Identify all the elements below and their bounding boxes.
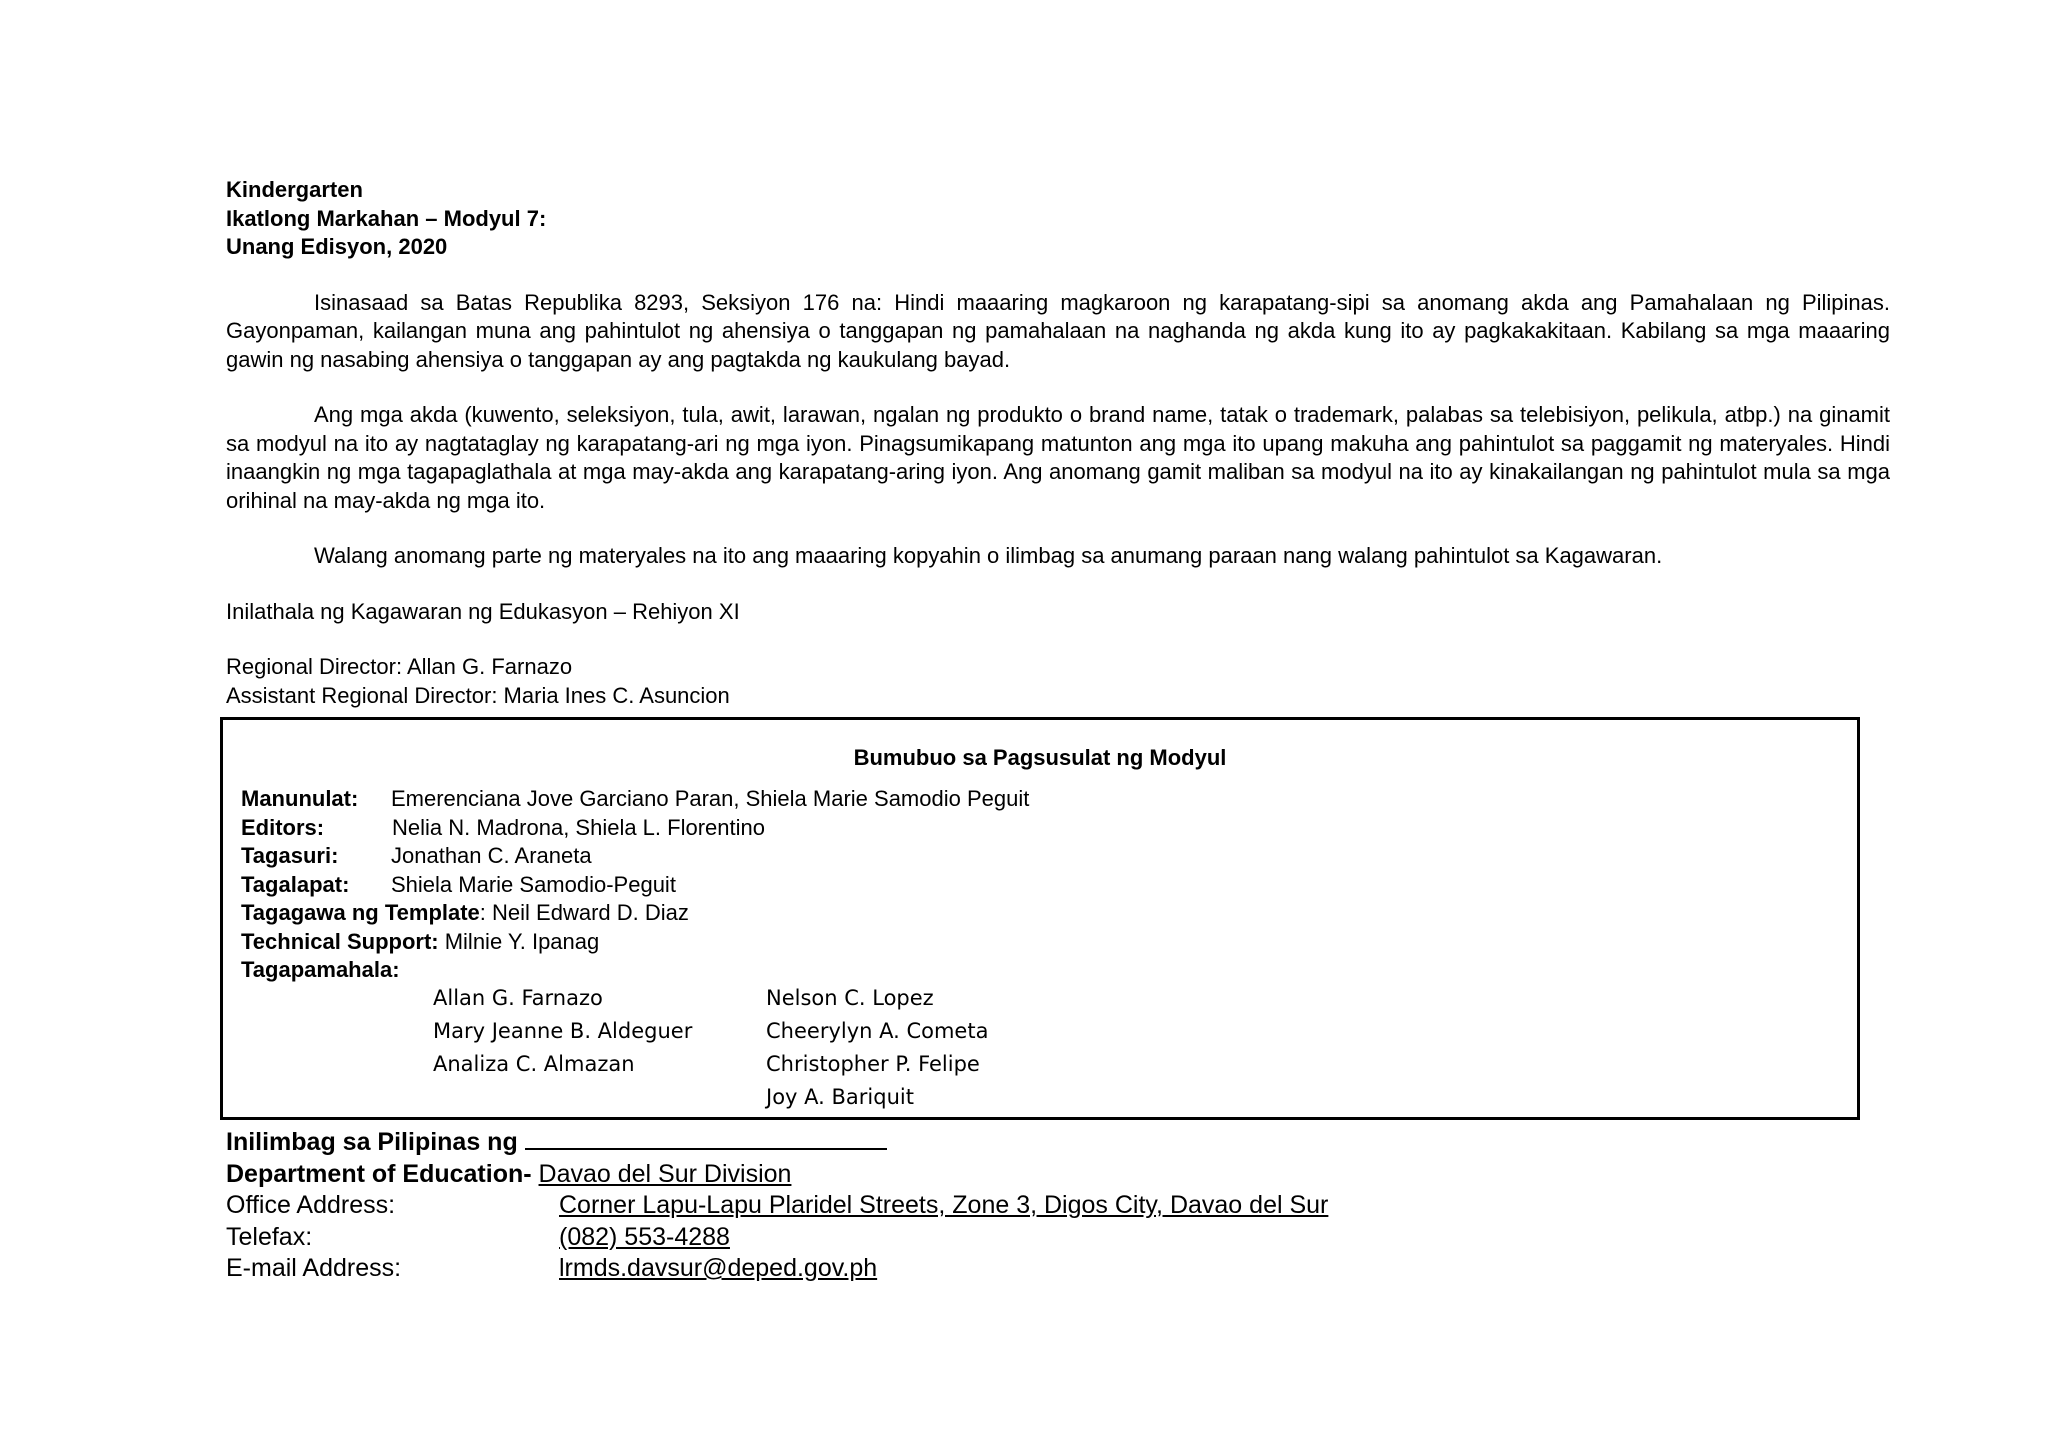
email-label: E-mail Address: xyxy=(226,1254,402,1282)
printer-blank xyxy=(525,1124,887,1150)
credit-rows xyxy=(241,785,1029,985)
credit-row-layout xyxy=(241,871,1029,900)
email-line xyxy=(226,1253,1328,1285)
credit-value: Shiela Marie Samodio-Peguit xyxy=(391,871,676,897)
assistant-regional-director: Assistant Regional Director: Maria Ines C. Asuncion xyxy=(226,682,730,708)
office-address-line xyxy=(226,1190,1328,1222)
printed-label: Inilimbag sa Pilipinas ng xyxy=(226,1128,518,1156)
printed-in-line xyxy=(226,1124,1328,1159)
credit-row-reviewer xyxy=(241,842,1029,871)
manager-name: Joy A. Bariquit xyxy=(766,1085,914,1109)
copyright-page xyxy=(226,176,1890,710)
office-address-label: Office Address: xyxy=(226,1191,396,1219)
manager-name: Mary Jeanne B. Aldeguer xyxy=(433,1019,693,1043)
copyright-paragraph-3: Walang anomang parte ng materyales na ito ang maaaring kopyahin o ilimbag sa anumang paraan nang walang pahintulot sa Kagawaran. xyxy=(314,543,1663,568)
publisher-line: Inilathala ng Kagawaran ng Edukasyon – Rehiyon XI xyxy=(226,598,740,624)
credit-row-template xyxy=(241,899,1029,928)
manager-name: Analiza C. Almazan xyxy=(433,1052,635,1076)
credit-label: Tagapamahala: xyxy=(241,957,400,982)
manager-name: Cheerylyn A. Cometa xyxy=(766,1019,989,1043)
copyright-paragraph-2: Ang mga akda (kuwento, seleksiyon, tula, awit, larawan, ngalan ng produkto o brand name, tatak o trademark, palabas sa telebisiyon, pelikula, atbp.) na ginamit sa modyul na ito ay nagtataglay ng karapatang-ari ng mga iyon. Pinagsumikapang matunton ang mga ito upang makuha ang pahintulot sa paggamit ng materyales. Hindi inaangkin ng mga tagapaglathala at mga may-akda ang karapatang-aring iyon. Ang anomang gamit maliban sa modyul na ito ay kinakailangan ng pahintulot mula sa mga orihinal na may-akda ng mga ito. xyxy=(226,402,1890,513)
division-link[interactable]: Davao del Sur Division xyxy=(538,1159,792,1188)
credit-label: Tagasuri: xyxy=(241,843,339,868)
office-address-value[interactable]: Corner Lapu-Lapu Plaridel Streets, Zone 3, Digos City, Davao del Sur xyxy=(559,1191,1329,1219)
manager-name: Nelson C. Lopez xyxy=(766,986,934,1010)
credit-row-management xyxy=(241,956,1029,985)
department-line xyxy=(226,1159,1328,1191)
manager-name: Allan G. Farnazo xyxy=(433,986,603,1010)
credit-value: Jonathan C. Araneta xyxy=(391,843,592,868)
credit-row-writer xyxy=(241,785,1029,814)
credit-value: : Neil Edward D. Diaz xyxy=(479,900,689,925)
telefax-line xyxy=(226,1222,1328,1254)
quarter-module: Ikatlong Markahan – Modyul 7: xyxy=(226,205,547,231)
credit-value: Emerenciana Jove Garciano Paran, Shiela Marie Samodio Peguit xyxy=(391,786,1030,811)
credit-label: Manunulat: xyxy=(241,786,359,811)
manager-name xyxy=(433,1081,766,1114)
department-label: Department of Education- xyxy=(226,1159,532,1188)
manager-name: Christopher P. Felipe xyxy=(766,1052,980,1076)
edition: Unang Edisyon, 2020 xyxy=(226,234,448,259)
credit-row-editors xyxy=(241,814,1029,843)
publication-footer xyxy=(226,1124,1328,1285)
regional-director: Regional Director: Allan G. Farnazo xyxy=(226,654,573,679)
management-list xyxy=(433,982,1066,1114)
credits-title: Bumubuo sa Pagsusulat ng Modyul xyxy=(853,745,1227,770)
credit-label: Tagagawa ng Template xyxy=(241,900,480,925)
credit-label: Editors: xyxy=(241,814,325,840)
credit-label: Tagalapat: xyxy=(241,871,350,897)
credit-value: Nelia N. Madrona, Shiela L. Florentino xyxy=(392,814,765,840)
credit-label: Technical Support: xyxy=(241,928,439,954)
credits-box xyxy=(220,717,1860,1120)
grade-level: Kindergarten xyxy=(226,177,363,202)
telefax-label: Telefax: xyxy=(226,1222,313,1251)
credit-value: Milnie Y. Ipanag xyxy=(438,928,600,954)
credit-row-technical-support xyxy=(241,928,1029,957)
telefax-value[interactable]: (082) 553-4288 xyxy=(559,1222,730,1251)
copyright-paragraph-1: Isinasaad sa Batas Republika 8293, Seksiyon 176 na: Hindi maaaring magkaroon ng karapatang-sipi sa anomang akda ang Pamahalaan ng Pilipinas. Gayonpaman, kailangan muna ang pahintulot ng ahensiya o tanggapan ng pamahalaan na naghanda ng akda kung ito ay pagkakakitaan. Kabilang sa mga maaaring gawin ng nasabing ahensiya o tanggapan ay ang pagtakda ng kaukulang bayad. xyxy=(226,289,1890,372)
email-link[interactable]: lrmds.davsur@deped.gov.ph xyxy=(559,1254,878,1282)
